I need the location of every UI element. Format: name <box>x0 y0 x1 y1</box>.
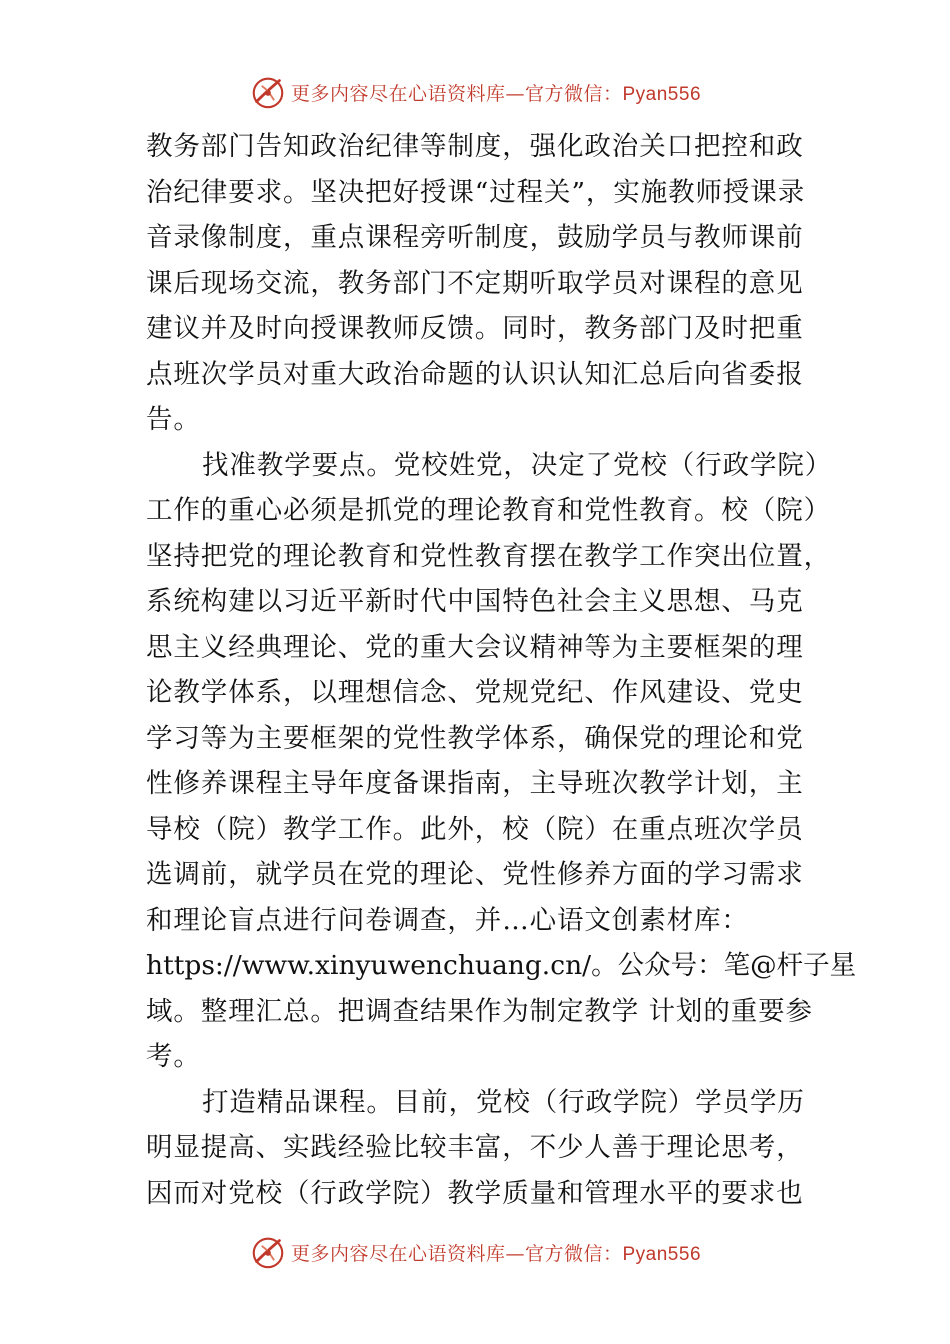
text-line: 点班次学员对重大政治命题的认识认知汇总后向省委报 <box>146 358 804 390</box>
text-line: 和理论盲点进行问卷调查，并…心语文创素材库： <box>146 904 749 936</box>
text-line: 建议并及时向授课教师反馈。同时，教务部门及时把重 <box>146 313 804 344</box>
text-line: 性修养课程主导年度备课指南，主导班次教学计划，主 <box>146 768 804 799</box>
text-line: 论教学体系，以理想信念、党规党纪、作风建设、党史 <box>146 677 804 708</box>
text-line: 明显提高、实践经验比较丰富，不少人善于理论思考， <box>146 1132 804 1163</box>
text-line: 找准教学要点。党校姓党，决定了党校（行政学院） <box>202 449 833 481</box>
header-banner-text: 更多内容尽在心语资料库—官方微信：Pyan556 <box>290 82 702 105</box>
header-wechat-id: Pyan556 <box>622 83 702 105</box>
text-line: 音录像制度，重点课程旁听制度，鼓励学员与教师课前 <box>146 222 804 253</box>
text-line: 治纪律要求。坚决把好授课“过程关”，实施教师授课录 <box>146 176 806 208</box>
text-line: 坚持把党的理论教育和党性教育摆在教学工作突出位置， <box>146 540 831 572</box>
text-line: 课后现场交流，教务部门不定期听取学员对课程的意见 <box>146 267 804 299</box>
brush-circle-logo-icon <box>249 1233 287 1271</box>
text-line: 考。 <box>146 1041 201 1072</box>
text-line: 系统构建以习近平新时代中国特色社会主义思想、马克 <box>146 586 804 617</box>
header-banner <box>0 70 950 114</box>
text-line: 教务部门告知政治纪律等制度，强化政治关口把控和政 <box>146 131 804 162</box>
text-line: 告。 <box>146 404 201 435</box>
footer-banner <box>0 1230 950 1274</box>
text-line: 导校（院）教学工作。此外，校（院）在重点班次学员 <box>146 813 804 845</box>
text-line: 域。整理汇总。把调查结果作为制定教学 计划的重要参 <box>146 995 813 1027</box>
footer-wechat-id: Pyan556 <box>622 1243 702 1265</box>
text-line: 打造精品课程。目前，党校（行政学院）学员学历 <box>202 1086 805 1118</box>
text-line: 学习等为主要框架的党性教学体系，确保党的理论和党 <box>146 722 804 754</box>
text-line: 工作的重心必须是抓党的理论教育和党性教育。校（院） <box>146 495 831 526</box>
text-line: 因而对党校（行政学院）教学质量和管理水平的要求也 <box>146 1177 804 1209</box>
brush-circle-logo-icon <box>249 73 287 111</box>
text-line: 思主义经典理论、党的重大会议精神等为主要框架的理 <box>146 631 804 663</box>
document-body <box>146 124 857 1216</box>
footer-banner-text: 更多内容尽在心语资料库—官方微信：Pyan556 <box>290 1242 702 1265</box>
text-line: 选调前，就学员在党的理论、党性修养方面的学习需求 <box>146 859 804 890</box>
text-line: https://www.xinyuwenchuang.cn/。公众号：笔@杆子星 <box>146 950 857 981</box>
